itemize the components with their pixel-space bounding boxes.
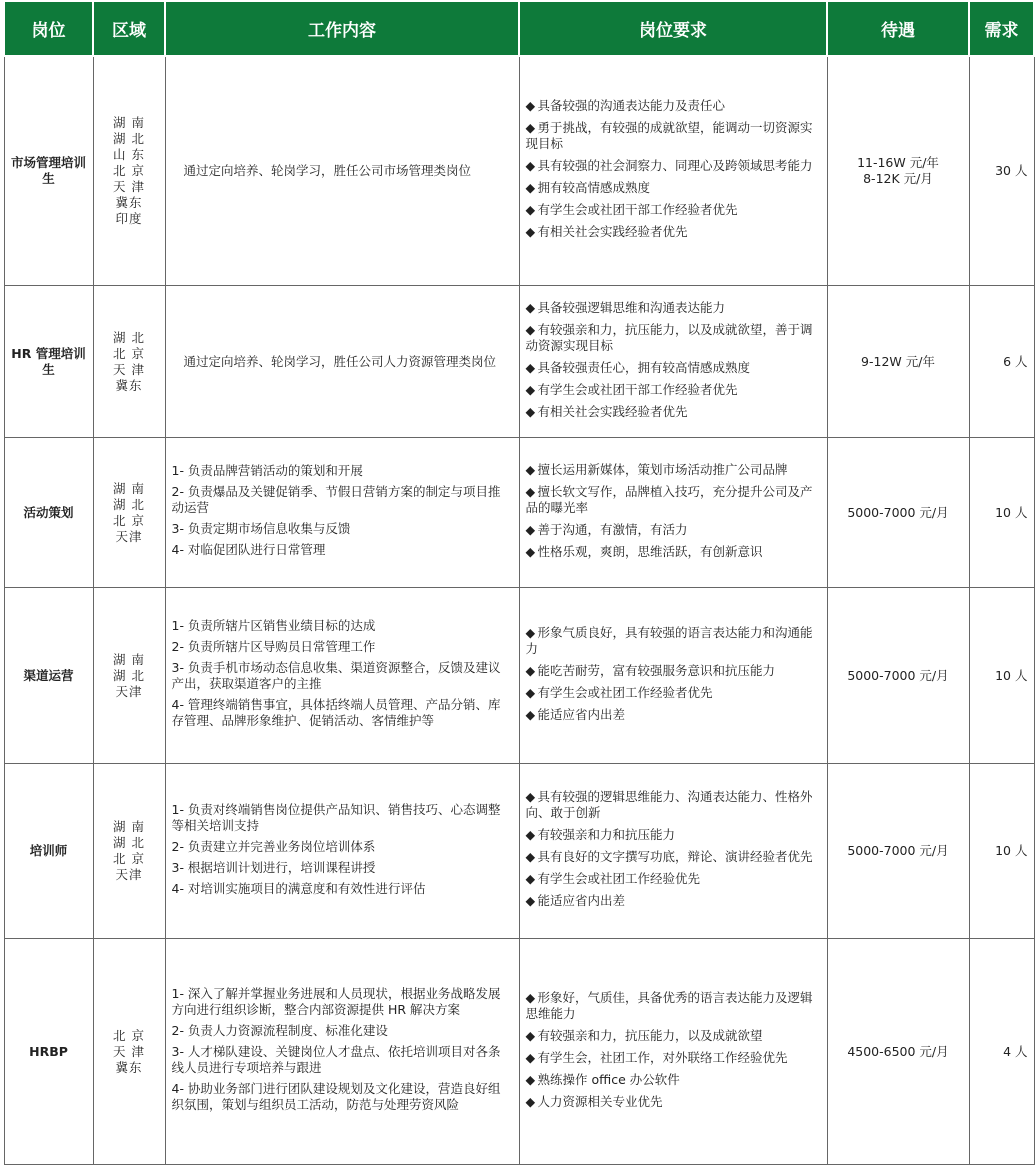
requirement-item bbox=[526, 404, 821, 420]
pay-cell bbox=[827, 588, 969, 764]
requirement-item bbox=[526, 522, 821, 538]
requirement-text: 具有较强的社会洞察力、同理心及跨领域思考能力 bbox=[537, 158, 813, 173]
region-item: 北 京 bbox=[113, 345, 145, 361]
bullet-diamond-icon: ◆ bbox=[525, 224, 536, 239]
content-item: 通过定向培养、轮岗学习，胜任公司市场管理类岗位 bbox=[183, 163, 472, 178]
requirement-text: 有学生会，社团工作，对外联络工作经验优先 bbox=[537, 1049, 788, 1065]
bullet-diamond-icon: ◆ bbox=[525, 1049, 536, 1065]
bullet-diamond-icon: ◆ bbox=[525, 321, 536, 337]
bullet-diamond-icon: ◆ bbox=[525, 359, 536, 375]
pay-item: 5000-7000 元/月 bbox=[847, 667, 949, 683]
requirement-item bbox=[526, 300, 821, 316]
requirement-text: 具有较强的逻辑思维能力、沟通表达能力、性格外向、敢于创新 bbox=[525, 789, 813, 820]
table-row bbox=[4, 764, 1034, 939]
bullet-diamond-icon: ◆ bbox=[525, 989, 536, 1005]
bullet-diamond-icon: ◆ bbox=[525, 827, 536, 842]
bullet-diamond-icon: ◆ bbox=[525, 381, 536, 397]
requirement-item bbox=[526, 1050, 821, 1066]
content-cell bbox=[165, 939, 519, 1165]
requirement-text: 具备较强的沟通表达能力及责任心 bbox=[537, 98, 726, 113]
demand-cell: 10 人 bbox=[969, 764, 1034, 939]
region-cell bbox=[93, 939, 165, 1165]
requirement-item bbox=[526, 849, 821, 865]
content-cell bbox=[165, 764, 519, 939]
pay-item: 5000-7000 元/月 bbox=[847, 504, 949, 520]
bullet-diamond-icon: ◆ bbox=[525, 120, 536, 135]
region-item: 天津 bbox=[115, 528, 143, 544]
bullet-diamond-icon: ◆ bbox=[525, 1027, 536, 1043]
requirement-item bbox=[526, 1094, 821, 1110]
requirement-item bbox=[526, 322, 821, 354]
requirement-text: 具备较强逻辑思维和沟通表达能力 bbox=[537, 299, 726, 315]
requirement-item bbox=[526, 1072, 821, 1088]
requirement-text: 有相关社会实践经验者优先 bbox=[537, 224, 688, 239]
requirement-text: 形象好，气质佳，具备优秀的语言表达能力及逻辑思维能力 bbox=[525, 989, 813, 1021]
region-item: 冀东 bbox=[115, 195, 143, 210]
table-row bbox=[4, 438, 1034, 588]
pay-cell bbox=[827, 438, 969, 588]
position-cell: 活动策划 bbox=[4, 438, 93, 588]
bullet-diamond-icon: ◆ bbox=[525, 483, 536, 499]
region-item: 湖 北 bbox=[113, 329, 145, 345]
content-cell bbox=[165, 588, 519, 764]
requirement-text: 有较强亲和力，抗压能力，以及成就欲望，善于调动资源实现目标 bbox=[525, 321, 813, 353]
region-item: 冀东 bbox=[115, 1059, 143, 1075]
requirement-text: 形象气质良好，具有较强的语言表达能力和沟通能力 bbox=[525, 624, 813, 656]
bullet-diamond-icon: ◆ bbox=[525, 624, 536, 640]
requirement-text: 擅长软文写作，品牌植入技巧，充分提升公司及产品的曝光率 bbox=[525, 483, 813, 515]
content-item: 2- 负责爆品及关键促销季、节假日营销方案的制定与项目推动运营 bbox=[171, 484, 501, 515]
bullet-diamond-icon: ◆ bbox=[525, 871, 536, 886]
content-item: 1- 负责所辖片区销售业绩目标的达成 bbox=[171, 618, 376, 633]
requirement-item bbox=[526, 893, 821, 909]
header-requirements: 岗位要求 bbox=[519, 1, 827, 56]
requirement-item bbox=[526, 663, 821, 679]
content-item: 通过定向培养、轮岗学习，胜任公司人力资源管理类岗位 bbox=[183, 353, 497, 369]
region-cell bbox=[93, 588, 165, 764]
header-position: 岗位 bbox=[4, 1, 93, 56]
bullet-diamond-icon: ◆ bbox=[525, 521, 536, 537]
position-cell: HRBP bbox=[4, 939, 93, 1165]
requirement-text: 具有良好的文字撰写功底，辩论、演讲经验者优先 bbox=[537, 849, 813, 864]
region-item: 湖 南 bbox=[113, 819, 145, 834]
region-item: 湖 南 bbox=[113, 480, 145, 496]
bullet-diamond-icon: ◆ bbox=[525, 893, 536, 908]
demand-cell: 10 人 bbox=[969, 588, 1034, 764]
header-row bbox=[4, 1, 1034, 56]
requirement-item bbox=[526, 158, 821, 174]
position-cell: HR 管理培训生 bbox=[4, 286, 93, 438]
requirement-item bbox=[526, 202, 821, 218]
pay-item: 8-12K 元/月 bbox=[863, 171, 933, 186]
pay-cell bbox=[827, 939, 969, 1165]
bullet-diamond-icon: ◆ bbox=[525, 461, 536, 477]
requirement-item bbox=[526, 360, 821, 376]
bullet-diamond-icon: ◆ bbox=[525, 202, 536, 217]
content-item: 1- 负责对终端销售岗位提供产品知识、销售技巧、心态调整等相关培训支持 bbox=[171, 801, 501, 833]
region-item: 天津 bbox=[115, 683, 143, 699]
requirement-item bbox=[526, 990, 821, 1022]
content-item: 3- 负责定期市场信息收集与反馈 bbox=[171, 521, 351, 536]
bullet-diamond-icon: ◆ bbox=[525, 403, 536, 419]
region-cell bbox=[93, 56, 165, 286]
content-item: 2- 负责建立并完善业务岗位培训体系 bbox=[171, 838, 376, 854]
content-cell bbox=[165, 438, 519, 588]
region-cell bbox=[93, 764, 165, 939]
content-item: 3- 根据培训计划进行，培训课程讲授 bbox=[171, 859, 376, 875]
requirement-item bbox=[526, 1028, 821, 1044]
pay-cell bbox=[827, 764, 969, 939]
requirement-item bbox=[526, 685, 821, 701]
region-item: 湖 南 bbox=[113, 115, 145, 130]
content-cell bbox=[165, 56, 519, 286]
pay-cell bbox=[827, 286, 969, 438]
region-item: 山 东 bbox=[113, 147, 145, 162]
requirement-item bbox=[526, 462, 821, 478]
pay-item: 11-16W 元/年 bbox=[857, 155, 939, 170]
demand-cell: 4 人 bbox=[969, 939, 1034, 1165]
requirement-text: 人力资源相关专业优先 bbox=[537, 1093, 663, 1109]
header-region: 区域 bbox=[93, 1, 165, 56]
requirements-cell bbox=[519, 764, 827, 939]
requirement-item bbox=[526, 382, 821, 398]
header-demand: 需求 bbox=[969, 1, 1034, 56]
requirement-item bbox=[526, 871, 821, 887]
region-item: 北 京 bbox=[113, 163, 145, 178]
requirement-text: 勇于挑战，有较强的成就欲望，能调动一切资源实现目标 bbox=[525, 120, 813, 151]
bullet-diamond-icon: ◆ bbox=[525, 1071, 536, 1087]
requirement-text: 能适应省内出差 bbox=[537, 893, 626, 908]
position-cell: 渠道运营 bbox=[4, 588, 93, 764]
bullet-diamond-icon: ◆ bbox=[525, 789, 536, 804]
bullet-diamond-icon: ◆ bbox=[525, 180, 536, 195]
pay-item: 9-12W 元/年 bbox=[861, 353, 935, 369]
bullet-diamond-icon: ◆ bbox=[525, 684, 536, 700]
bullet-diamond-icon: ◆ bbox=[525, 1093, 536, 1109]
bullet-diamond-icon: ◆ bbox=[525, 158, 536, 173]
requirement-item bbox=[526, 98, 821, 114]
bullet-diamond-icon: ◆ bbox=[525, 98, 536, 113]
table-row bbox=[4, 286, 1034, 438]
requirement-item bbox=[526, 180, 821, 196]
table-row bbox=[4, 56, 1034, 286]
content-item: 4- 管理终端销售事宜，具体括终端人员管理、产品分销、库存管理、品牌形象维护、促销活动、客情维护等 bbox=[171, 697, 501, 728]
requirement-text: 有较强亲和力，抗压能力，以及成就欲望 bbox=[537, 1027, 763, 1043]
requirement-text: 能吃苦耐劳，富有较强服务意识和抗压能力 bbox=[537, 662, 776, 678]
requirement-text: 能适应省内出差 bbox=[537, 706, 626, 722]
content-item: 3- 人才梯队建设、关键岗位人才盘点、依托培训项目对各条线人员进行专项培养与跟进 bbox=[171, 1044, 501, 1075]
bullet-diamond-icon: ◆ bbox=[525, 543, 536, 559]
region-item: 天 津 bbox=[113, 361, 145, 377]
demand-cell: 6 人 bbox=[969, 286, 1034, 438]
requirements-cell bbox=[519, 286, 827, 438]
bullet-diamond-icon: ◆ bbox=[525, 662, 536, 678]
requirement-item bbox=[526, 120, 821, 152]
requirement-item bbox=[526, 827, 821, 843]
region-item: 湖 北 bbox=[113, 667, 145, 683]
requirement-item bbox=[526, 224, 821, 240]
requirement-item bbox=[526, 707, 821, 723]
region-item: 湖 北 bbox=[113, 496, 145, 512]
requirement-text: 有较强亲和力和抗压能力 bbox=[537, 827, 676, 842]
table-row bbox=[4, 588, 1034, 764]
position-cell: 培训师 bbox=[4, 764, 93, 939]
requirement-text: 有学生会或社团工作经验者优先 bbox=[537, 684, 713, 700]
requirements-cell bbox=[519, 438, 827, 588]
region-item: 天 津 bbox=[113, 1043, 145, 1059]
requirement-text: 有学生会或社团干部工作经验者优先 bbox=[537, 381, 738, 397]
requirement-text: 擅长运用新媒体，策划市场活动推广公司品牌 bbox=[537, 461, 788, 477]
header-pay: 待遇 bbox=[827, 1, 969, 56]
region-item: 湖 北 bbox=[113, 131, 145, 146]
region-item: 冀东 bbox=[115, 377, 143, 393]
pay-item: 5000-7000 元/月 bbox=[847, 843, 949, 858]
requirement-text: 性格乐观，爽朗，思维活跃，有创新意识 bbox=[537, 543, 763, 559]
requirement-item bbox=[526, 484, 821, 516]
requirement-item bbox=[526, 625, 821, 657]
region-cell bbox=[93, 286, 165, 438]
pay-item: 4500-6500 元/月 bbox=[847, 1043, 949, 1059]
requirement-item bbox=[526, 544, 821, 560]
requirement-text: 有学生会或社团工作经验优先 bbox=[537, 871, 701, 886]
requirement-text: 善于沟通，有激情，有活力 bbox=[537, 521, 688, 537]
recruitment-table bbox=[3, 0, 1035, 1165]
requirements-cell bbox=[519, 588, 827, 764]
requirements-cell bbox=[519, 939, 827, 1165]
region-item: 天 津 bbox=[113, 179, 145, 194]
requirement-item bbox=[526, 789, 821, 821]
content-item: 4- 对临促团队进行日常管理 bbox=[171, 542, 326, 557]
content-item: 3- 负责手机市场动态信息收集、渠道资源整合，反馈及建议产出，获取渠道客户的主推 bbox=[171, 660, 501, 691]
requirement-text: 具备较强责任心，拥有较高情感成熟度 bbox=[537, 359, 751, 375]
region-item: 北 京 bbox=[113, 1027, 145, 1043]
content-item: 4- 对培训实施项目的满意度和有效性进行评估 bbox=[171, 880, 426, 896]
region-cell bbox=[93, 438, 165, 588]
demand-cell: 30 人 bbox=[969, 56, 1034, 286]
requirements-cell bbox=[519, 56, 827, 286]
content-item: 4- 协助业务部门进行团队建设规划及文化建设，营造良好组织氛围，策划与组织员工活动，防范与处理劳资风险 bbox=[171, 1081, 501, 1112]
table-body bbox=[4, 56, 1034, 1165]
region-item: 北 京 bbox=[113, 851, 145, 866]
position-cell: 市场管理培训生 bbox=[4, 56, 93, 286]
demand-cell: 10 人 bbox=[969, 438, 1034, 588]
region-item: 湖 北 bbox=[113, 835, 145, 850]
region-item: 北 京 bbox=[113, 512, 145, 528]
content-item: 2- 负责所辖片区导购员日常管理工作 bbox=[171, 639, 376, 654]
region-item: 印度 bbox=[115, 211, 143, 226]
content-cell bbox=[165, 286, 519, 438]
table-row bbox=[4, 939, 1034, 1165]
content-item: 1- 深入了解并掌握业务进展和人员现状，根据业务战略发展方向进行组织诊断，整合内部资源提供 HR 解决方案 bbox=[171, 986, 501, 1017]
pay-cell bbox=[827, 56, 969, 286]
bullet-diamond-icon: ◆ bbox=[525, 706, 536, 722]
requirement-text: 熟练操作 office 办公软件 bbox=[537, 1071, 680, 1087]
region-item: 天津 bbox=[115, 867, 143, 882]
bullet-diamond-icon: ◆ bbox=[525, 849, 536, 864]
content-item: 1- 负责品牌营销活动的策划和开展 bbox=[171, 463, 363, 478]
content-item: 2- 负责人力资源流程制度、标准化建设 bbox=[171, 1023, 388, 1038]
requirement-text: 有相关社会实践经验者优先 bbox=[537, 403, 688, 419]
requirement-text: 有学生会或社团干部工作经验者优先 bbox=[537, 202, 738, 217]
bullet-diamond-icon: ◆ bbox=[525, 299, 536, 315]
requirement-text: 拥有较高情感成熟度 bbox=[537, 180, 651, 195]
header-content: 工作内容 bbox=[165, 1, 519, 56]
region-item: 湖 南 bbox=[113, 651, 145, 667]
